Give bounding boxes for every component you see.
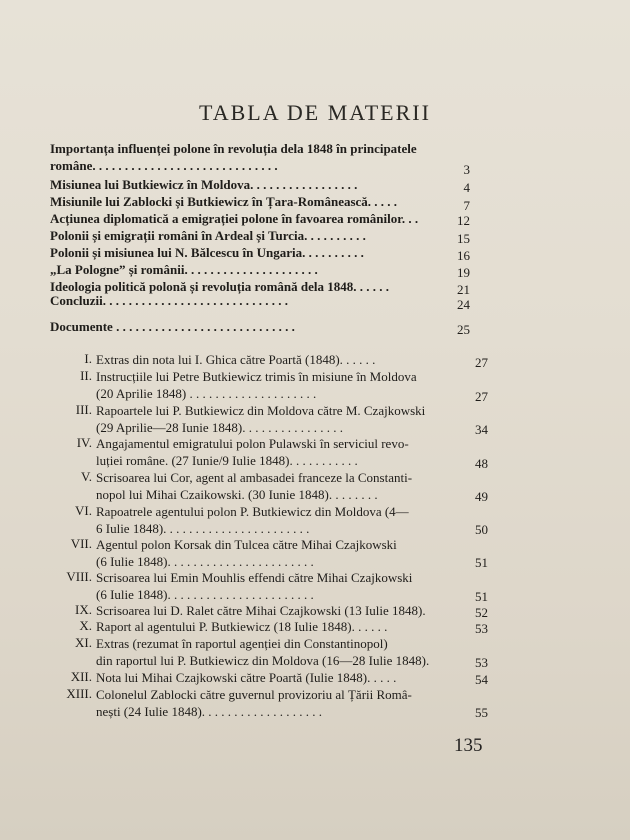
toc-entry-2: Misiunea lui Butkiewicz în Moldova. . . . . . . . . . . . . . . . .	[50, 177, 358, 192]
doc-7-page: 51	[475, 555, 488, 570]
doc-6-page: 50	[475, 522, 488, 537]
page-title: TABLA DE MATERII	[199, 100, 431, 125]
page-number: 135	[454, 735, 483, 756]
doc-11-roman: XI.	[75, 635, 92, 650]
doc-5-line-2: nopol lui Mihai Czaikowski. (30 Iunie 1848). . . . . . . .	[96, 487, 378, 502]
doc-9-roman: IX.	[75, 602, 92, 617]
doc-4-roman: IV.	[76, 435, 92, 450]
doc-10-roman: X.	[79, 618, 92, 633]
doc-3-line-1: Rapoartele lui P. Butkiewicz din Moldova către M. Czajkowski	[96, 403, 426, 418]
doc-13-roman: XIII.	[66, 686, 92, 701]
doc-13-page: 55	[475, 705, 488, 720]
doc-7-roman: VII.	[70, 536, 92, 551]
doc-5-roman: V.	[81, 469, 92, 484]
doc-11-line-1: Extras (rezumat în raportul agenției din Constantinopol)	[96, 636, 388, 651]
toc-entry-4: Acțiunea diplomatică a emigrației polone în favoarea românilor. . .	[50, 211, 419, 226]
documents-page: 25	[457, 322, 470, 337]
toc-entry-7-page: 19	[457, 265, 470, 280]
doc-8-line-1: Scrisoarea lui Emin Mouhlis effendi către Mihai Czajkowski	[96, 570, 413, 585]
toc-entry-1-line-1: Importanța influenței polone în revoluția dela 1848 în principatele	[50, 141, 417, 156]
doc-1-line-1: Extras din nota lui I. Ghica către Poartă (1848). . . . . .	[96, 352, 376, 367]
doc-6-line-1: Rapoatrele agentului polon P. Butkiewicz din Moldova (4—	[96, 504, 409, 519]
doc-12-page: 54	[475, 672, 488, 687]
doc-6-line-2: 6 Iulie 1848). . . . . . . . . . . . . . . . . . . . . . .	[96, 521, 310, 536]
doc-13-line-1: Colonelul Zablocki către guvernul provizoriu al Țării Româ-	[96, 687, 412, 702]
toc-entry-8-page: 21	[457, 282, 470, 297]
toc-entry-6-page: 16	[457, 248, 470, 263]
doc-1-page: 27	[475, 355, 488, 370]
doc-9-line-1: Scrisoarea lui D. Ralet către Mihai Czajkowski (13 Iulie 1848).	[96, 603, 426, 618]
doc-11-line-2: din raportul lui P. Butkiewicz din Moldova (16—28 Iulie 1848).	[96, 653, 430, 668]
toc-entry-9: Concluzii. . . . . . . . . . . . . . . . . . . . . . . . . . . . .	[50, 293, 288, 308]
doc-7-line-2: (6 Iulie 1848). . . . . . . . . . . . . . . . . . . . . . .	[96, 554, 314, 569]
doc-1-roman: I.	[84, 351, 92, 366]
documents-heading: Documente . . . . . . . . . . . . . . . . . . . . . . . . . . . .	[50, 319, 295, 334]
toc-entry-5-page: 15	[457, 231, 470, 246]
toc-entry-3: Misiunile lui Zablocki și Butkiewicz în Țara-Românească. . . . .	[50, 194, 398, 209]
toc-entry-9-page: 24	[457, 297, 470, 312]
toc-entry-8: Ideologia politică polonă și revoluția română dela 1848. . . . . .	[50, 279, 389, 294]
doc-2-line-1: Instrucțiile lui Petre Butkiewicz trimis în misiune în Moldova	[96, 369, 417, 384]
doc-4-line-2: luției române. (27 Iunie/9 Iulie 1848). . . . . . . . . . .	[96, 453, 358, 468]
doc-2-line-2: (20 Aprilie 1848) . . . . . . . . . . . . . . . . . . . .	[96, 386, 317, 401]
toc-entry-3-page: 7	[463, 198, 470, 213]
doc-3-page: 34	[475, 422, 488, 437]
doc-4-page: 48	[475, 456, 488, 471]
doc-10-line-1: Raport al agentului P. Butkiewicz (18 Iulie 1848). . . . . .	[96, 619, 388, 634]
toc-entry-2-page: 4	[463, 180, 470, 195]
doc-2-page: 27	[475, 389, 488, 404]
toc-entry-1-line-2: române. . . . . . . . . . . . . . . . . . . . . . . . . . . . .	[50, 158, 278, 173]
doc-3-roman: III.	[75, 402, 92, 417]
doc-5-line-1: Scrisoarea lui Cor, agent al ambasadei franceze la Constanti-	[96, 470, 413, 485]
doc-8-page: 51	[475, 589, 488, 604]
doc-2-roman: II.	[80, 368, 92, 383]
toc-entry-7: „La Pologne” și românii. . . . . . . . . . . . . . . . . . . . .	[50, 262, 318, 277]
doc-12-line-1: Nota lui Mihai Czajkowski către Poartă (Iulie 1848). . . . .	[96, 670, 397, 685]
doc-6-roman: VI.	[75, 503, 92, 518]
toc-entry-6: Polonii și misiunea lui N. Bălcescu în Ungaria. . . . . . . . . .	[50, 245, 364, 260]
doc-9-page: 52	[475, 605, 488, 620]
doc-12-roman: XII.	[70, 669, 92, 684]
doc-4-line-1: Angajamentul emigratului polon Pulawski în serviciul revo-	[96, 436, 409, 451]
doc-8-roman: VIII.	[66, 569, 92, 584]
toc-entry-1-page: 3	[463, 162, 470, 177]
doc-11-page: 53	[475, 655, 488, 670]
toc-entry-5: Polonii și emigrații români în Ardeal și Turcia. . . . . . . . . .	[50, 228, 366, 243]
toc-entry-4-page: 12	[457, 213, 470, 228]
doc-10-page: 53	[475, 621, 488, 636]
doc-8-line-2: (6 Iulie 1848). . . . . . . . . . . . . . . . . . . . . . .	[96, 587, 314, 602]
doc-3-line-2: (29 Aprilie—28 Iunie 1848). . . . . . . . . . . . . . . .	[96, 420, 343, 435]
doc-7-line-1: Agentul polon Korsak din Tulcea către Mihai Czajkowski	[96, 537, 397, 552]
doc-13-line-2: nești (24 Iulie 1848). . . . . . . . . . . . . . . . . . .	[96, 704, 323, 719]
doc-5-page: 49	[475, 489, 488, 504]
